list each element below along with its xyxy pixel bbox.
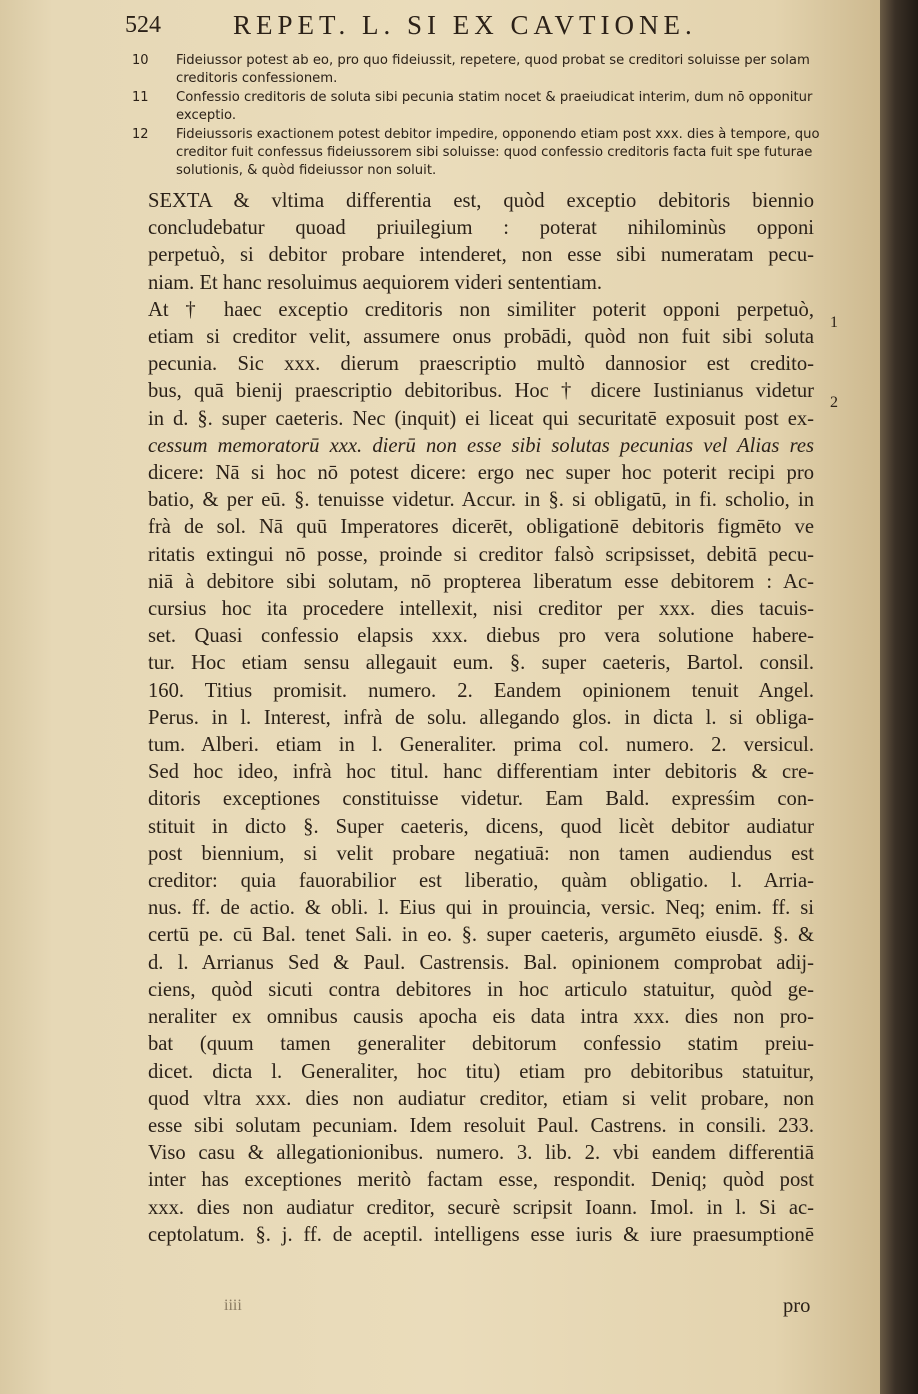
text-line: neraliter ex omnibus causis apocha eis data intra xxx. dies non pro- (148, 1006, 814, 1029)
text-line: bat (quum tamen generaliter debitorum confessio statim preiu- (148, 1033, 814, 1056)
text-line: concludebatur quoad priuilegium : poterat nihilominùs opponi (148, 217, 814, 240)
text-line: Sed hoc ideo, infrà hoc titul. hanc differentiam inter debitoris & cre- (148, 761, 814, 784)
text-line: Viso casu & allegationionibus. numero. 3. lib. 2. vbi eandem differentiā (148, 1142, 814, 1165)
text-line: esse sibi solutam pecuniam. Idem resoluit Paul. Castrens. in consili. 233. (148, 1114, 814, 1137)
text-line: certū pe. cū Bal. tenet Sali. in eo. §. super caeteris, argumēto eiusdē. §. & (148, 924, 814, 947)
text-line: dicet. dicta l. Generaliter, hoc titu) etiam pro debitoribus statuitur, (148, 1060, 814, 1083)
text-line: dicere: Nā si hoc nō potest dicere: ergo nec super hoc poterit recipi pro (148, 462, 814, 485)
text-line: nus. ff. de actio. & obli. l. Eius qui in prouincia, versic. Neq; enim. ff. si (148, 897, 814, 920)
summary-item (132, 52, 822, 87)
text-line: quod vltra xxx. dies non audiatur creditor, etiam si velit probare, non (148, 1087, 814, 1110)
text-line: xxx. dies non audiatur creditor, securè scripsit Ioann. Imol. in l. Si ac- (148, 1196, 814, 1219)
text-line: cursius hoc ita procedere intellexit, nisi creditor per xxx. dies tacuis- (148, 598, 814, 621)
running-title: REPET. L. SI EX CAVTIONE. (233, 10, 697, 40)
text-line: ceptolatum. §. j. ff. de aceptil. intelligens esse iuris & iure praesumptionē (148, 1223, 814, 1246)
text-line: cessum memoratorū xxx. dierū non esse sibi solutas pecunias vel Alias res (148, 434, 814, 457)
text-line: SEXTA & vltima differentia est, quòd exceptio debitoris biennio (148, 190, 814, 212)
folio-number: 524 (125, 12, 161, 38)
text-line: pecunia. Sic xxx. dierum praescriptio multò dannosior est credito- (148, 353, 814, 376)
text-line: in d. §. super caeteris. Nec (inquit) ei liceat qui securitatē exposuit post ex- (148, 407, 814, 430)
text-line: At † haec exceptio creditoris non similiter poterit opponi perpetuò, (148, 298, 814, 321)
text-line: niam. Et hanc resoluimus aequiorem videri sententiam. (148, 271, 603, 294)
summaries-block (132, 52, 822, 181)
text-line: ditoris exceptiones constituisse videtur. Eam Bald. expresśim con- (148, 788, 814, 811)
text-line: etiam si creditor velit, assumere onus probādi, quòd non fuit sibi soluta (148, 326, 814, 349)
text-line: stituit in dicto §. Super caeteris, dicens, quod licèt debitor audiatur (148, 815, 814, 838)
text-line: 160. Titius promisit. numero. 2. Eandem opinionem tenuit Angel. (148, 679, 814, 702)
summary-text: Fideiussoris exactionem potest debitor impedire, opponendo etiam post xxx. dies à tempore, quo creditor fuit confessus fideiussorem sibi soluisse: quod confessio creditoris facta fuit spe futurae solutionis, & quòd fideiussor non soluit. (176, 127, 820, 178)
summary-number: 10 (132, 53, 149, 68)
margin-note-1: 1 (830, 314, 838, 331)
summary-item (132, 126, 822, 179)
summary-number: 11 (132, 90, 149, 106)
text-line: tum. Alberi. etiam in l. Generaliter. prima col. numero. 2. versicul. (148, 734, 814, 757)
text-line: post biennium, si velit probare negatiuā: non tamen audiendus est (148, 842, 814, 865)
margin-note-2: 2 (830, 394, 838, 411)
catchword: pro (783, 1295, 811, 1317)
page-header (125, 6, 825, 40)
text-line: inter has exceptiones meritò factam esse, respondit. Deniq; quòd post (148, 1169, 814, 1192)
text-line: d. l. Arrianus Sed & Paul. Castrensis. Bal. opinionem comprobat adij- (148, 951, 814, 974)
summary-text: Fideiussor potest ab eo, pro quo fideiussit, repetere, quod probat se creditori soluisse per solam creditoris confessionem. (176, 53, 810, 86)
text-line: ritatis extingui nō posse, proinde si creditor falsò scripsisset, debitā pecu- (148, 543, 814, 566)
summary-item (132, 89, 822, 124)
text-line: perpetuò, si debitor probare intenderet, non esse sibi numeratam pecu- (148, 244, 814, 267)
text-line: set. Quasi confessio elapsis xxx. diebus pro vera solutione habere- (148, 625, 814, 648)
text-line: ciens, quòd sicuti contra debitores in hoc articulo statuitur, quòd ge- (148, 978, 814, 1001)
page-edge-shadow (880, 0, 918, 1394)
signature-mark: iiii (224, 1297, 242, 1314)
text-line: frà de sol. Nā quū Imperatores dicerēt, obligationē debitoris figmēto ve (148, 516, 814, 539)
text-line: creditor: quia fauorabilior est liberatio, quàm obligatio. l. Arria- (148, 870, 814, 893)
summary-number: 12 (132, 127, 149, 143)
summary-text: Confessio creditoris de soluta sibi pecunia statim nocet & praeiudicat interim, dum nō opponitur exceptio. (176, 90, 813, 123)
text-line: bus, quā bienij praescriptio debitoribus. Hoc † dicere Iustinianus videtur (148, 380, 814, 403)
text-line: tur. Hoc etiam sensu allegauit eum. §. super caeteris, Bartol. consil. (148, 652, 814, 675)
body-text (148, 188, 814, 1249)
text-line: Perus. in l. Interest, infrà de solu. allegando glos. in dicta l. si obliga- (148, 706, 814, 729)
text-line: niā à debitore sibi solutam, nō propterea liberatum esse debitorem : Ac- (148, 570, 814, 593)
text-line: batio, & per eū. §. tenuisse videtur. Accur. in §. si obligatū, in fi. scholio, in (148, 489, 814, 512)
